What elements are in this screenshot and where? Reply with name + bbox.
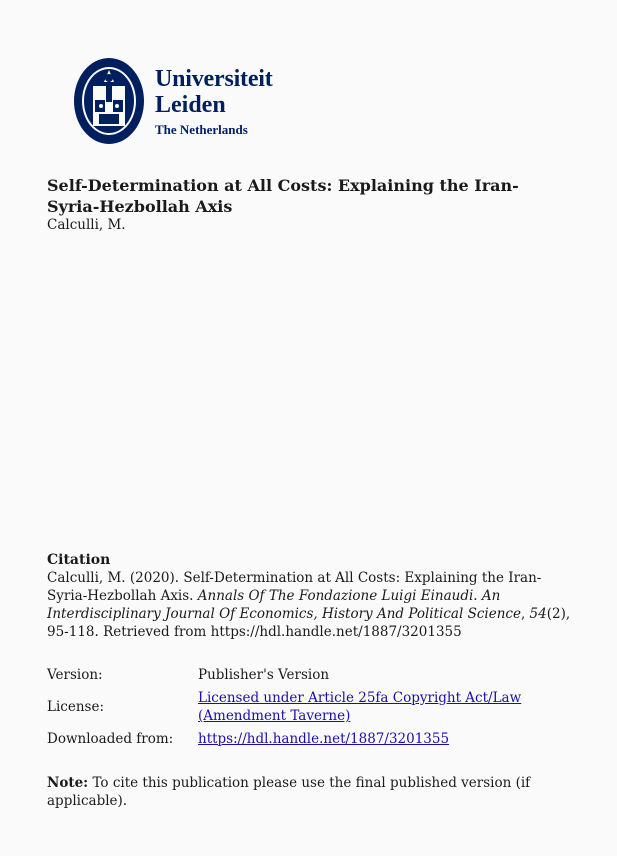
document-title: Self-Determination at All Costs: Explaining the Iran-Syria-Hezbollah Axis: [47, 176, 519, 216]
license-label: License:: [47, 699, 104, 715]
logo-line-netherlands: The Netherlands: [155, 122, 248, 137]
version-label: Version:: [47, 667, 103, 683]
logo-wordmark: [155, 66, 273, 139]
citation-heading: Citation: [47, 552, 111, 568]
note-text: To cite this publication please use the final published version (if applicable).: [47, 775, 531, 809]
citation-text-post: (2), 95-118. Retrieved from https://hdl.handle.net/1887/3201355: [47, 606, 571, 640]
note-label: Note:: [47, 775, 89, 791]
citation-volume: 54: [529, 606, 547, 622]
downloaded-link[interactable]: https://hdl.handle.net/1887/3201355: [198, 731, 450, 747]
meta-row-license: [47, 689, 577, 725]
citation-sep: ,: [520, 606, 530, 622]
downloaded-label: Downloaded from:: [47, 731, 174, 747]
citation-journal: Annals Of The Fondazione Luigi Einaudi. An Interdisciplinary Journal Of Economics, History And Political Science: [47, 588, 521, 622]
university-seal-icon: [73, 56, 145, 146]
note: [47, 774, 567, 810]
document-author: Calculli, M.: [47, 217, 126, 233]
meta-row-downloaded: [47, 730, 577, 748]
version-value: Publisher's Version: [198, 667, 330, 683]
logo-line-universiteit: Universiteit: [155, 66, 273, 92]
citation-text: [47, 569, 575, 641]
leiden-university-logo: [73, 56, 283, 148]
logo-line-leiden: Leiden: [155, 92, 226, 118]
meta-row-version: [47, 666, 577, 684]
citation-text-pre: Calculli, M. (2020). Self-Determination at All Costs: Explaining the Iran-Syria-Hezbollah Axis.: [47, 570, 542, 604]
license-link[interactable]: Licensed under Article 25fa Copyright Act/Law (Amendment Taverne): [198, 690, 522, 724]
